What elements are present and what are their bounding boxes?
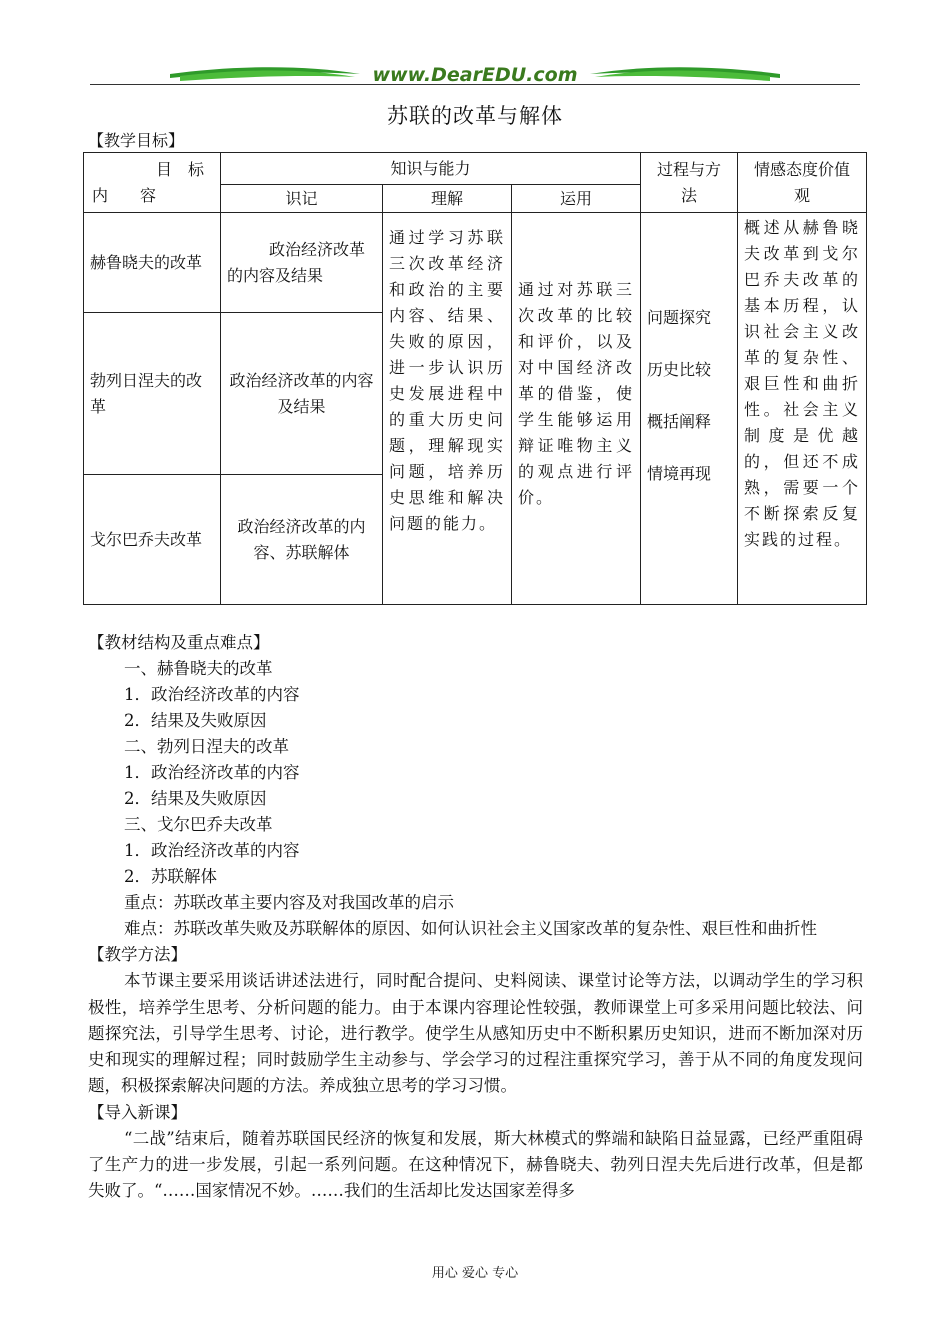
site-logo-text: www.DearEDU.com (372, 64, 578, 86)
structure-item: 一、赫鲁晓夫的改革 (124, 659, 273, 678)
structure-item: 1．政治经济改革的内容 (124, 763, 300, 782)
understand-header: 理解 (383, 185, 512, 213)
intro-paragraph: “二战”结束后，随着苏联国民经济的恢复和发展，斯大林模式的弊端和缺陷日益显露，已经严重阻碍了生产力的进一步发展，引起一系列问题。在这种情况下，赫鲁晓夫、勃列日涅夫先后进行改革，但是都失败了。“……国家情况不妙。……我们的生活却比发达国家差得多 (88, 1128, 863, 1201)
methods-cell (641, 213, 738, 605)
goals-table (83, 152, 867, 605)
page-footer: 用心 爱心 专心 (431, 1266, 519, 1281)
understand-cell: 通过学习苏联三次改革经济和政治的主要内容、结果、失败的原因，进一步认识历史发展进程中的重大历史问题，理解现实问题，培养历史思维和解决问题的能力。 (383, 213, 512, 605)
method-item: 概括阐释 (647, 412, 712, 431)
intro-heading: 【导入新课】 (88, 1102, 187, 1122)
goals-heading: 【教学目标】 (88, 131, 185, 150)
method-item: 历史比较 (647, 360, 712, 379)
recall-cell: 政治经济改革的内容及结果 (221, 213, 383, 313)
emotion-cell: 概述从赫鲁晓夫改革到戈尔巴乔夫改革的基本历程，认识社会主义改革的复杂性、艰巨性和曲折性。社会主义制度是优越的，但还不成熟，需要一个不断探索反复实践的过程。 (738, 213, 867, 605)
difficulty: 难点：苏联改革失败及苏联解体的原因、如何认识社会主义国家改革的复杂性、艰巨性和曲折性 (124, 919, 817, 938)
structure-item: 2．结果及失败原因 (124, 711, 267, 730)
process-header: 过程与方法 (641, 153, 738, 213)
header-rule (90, 84, 860, 85)
structure-item: 1．政治经济改革的内容 (124, 685, 300, 704)
structure-item: 2．结果及失败原因 (124, 789, 267, 808)
corner-cell (84, 153, 221, 213)
emotion-header: 情感态度价值观 (738, 153, 867, 213)
structure-item: 2．苏联解体 (124, 867, 217, 886)
corner-top: 目 标 (155, 159, 204, 179)
topic-cell: 戈尔巴乔夫改革 (84, 475, 221, 605)
method-item: 问题探究 (647, 308, 712, 327)
method-item: 情境再现 (647, 464, 712, 483)
methods-paragraph: 本节课主要采用谈话讲述法进行，同时配合提问、史料阅读、课堂讨论等方法，以调动学生的学习积极性，培养学生思考、分析问题的能力。由于本课内容理论性较强，教师课堂上可多采用问题比较法、问题探究法，引导学生思考、讨论，进行教学。使学生从感知历史中不断积累历史知识，进而不断加深对历史和现实的理解过程；同时鼓励学生主动参与、学会学习的过程注重探究学习，善于从不同的角度发现问题，积极探索解决问题的方法。养成独立思考的学习习惯。 (88, 971, 863, 1096)
structure-heading: 【教材结构及重点难点】 (88, 633, 270, 652)
recall-cell: 政治经济改革的内容、苏联解体 (221, 475, 383, 605)
knowledge-ability-header: 知识与能力 (221, 153, 641, 185)
body-text (88, 630, 863, 1205)
structure-item: 1．政治经济改革的内容 (124, 841, 300, 860)
key-point: 重点：苏联改革主要内容及对我国改革的启示 (124, 893, 454, 912)
recall-header: 识记 (221, 185, 383, 213)
topic-cell: 勃列日涅夫的改革 (84, 313, 221, 475)
apply-cell: 通过对苏联三次改革的比较和评价，以及对中国经济改革的借鉴，使学生能够运用辩证唯物主义的观点进行评价。 (512, 213, 641, 605)
structure-item: 二、勃列日涅夫的改革 (124, 737, 289, 756)
recall-cell: 政治经济改革的内容及结果 (221, 313, 383, 475)
structure-item: 三、戈尔巴乔夫改革 (124, 815, 273, 834)
methods-heading: 【教学方法】 (88, 945, 187, 965)
apply-header: 运用 (512, 185, 641, 213)
corner-bottom: 内 容 (92, 185, 157, 205)
topic-cell: 赫鲁晓夫的改革 (84, 213, 221, 313)
page-title: 苏联的改革与解体 (387, 104, 563, 128)
